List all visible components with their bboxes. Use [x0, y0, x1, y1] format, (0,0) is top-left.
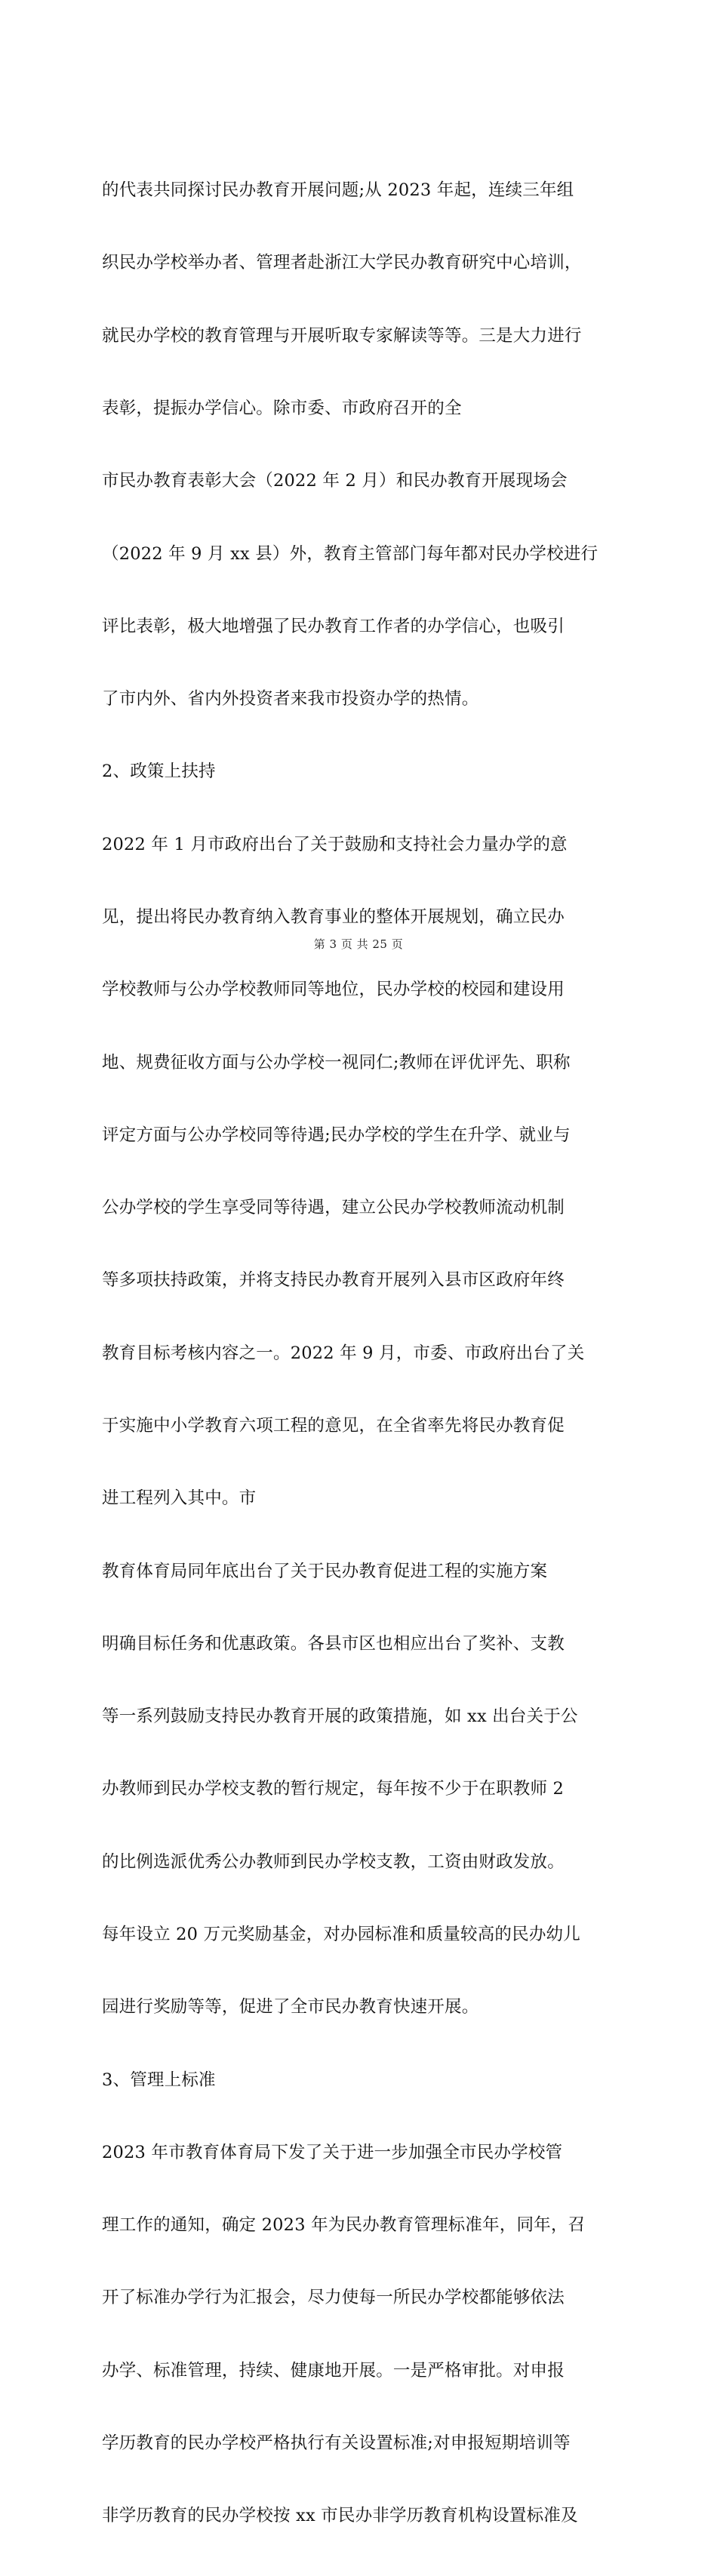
text-line: 2023 年市教育体育局下发了关于进一步加强全市民办学校管: [102, 2142, 563, 2162]
text-line: 办教师到民办学校支教的暂行规定，每年按不少于在职教师 2: [102, 1779, 565, 1799]
text-line: 学校教师与公办学校教师同等地位，民办学校的校园和建设用: [102, 980, 565, 1000]
text-line: 的比例选派优秀公办教师到民办学校支教，工资由财政发放。: [102, 1851, 565, 1872]
text-line: 就民办学校的教育管理与开展听取专家解读等等。三是大力进行: [102, 325, 582, 346]
text-line: 进工程列入其中。市: [102, 1488, 257, 1509]
text-line: 的代表共同探讨民办教育开展问题;从 2023 年起，连续三年组: [102, 180, 574, 201]
text-line: 见，提出将民办教育纳入教育事业的整体开展规划，确立民办: [102, 907, 565, 927]
text-line: 织民办学校举办者、管理者赴浙江大学民办教育研究中心培训，: [102, 253, 582, 273]
text-line: 学历教育的民办学校严格执行有关设置标准;对申报短期培训等: [102, 2433, 571, 2453]
text-line: 明确目标任务和优惠政策。各县市区也相应出台了奖补、支教: [102, 1633, 565, 1654]
document-body: [102, 130, 615, 2576]
text-line: 了市内外、省内外投资者来我市投资办学的热情。: [102, 689, 479, 709]
text-line: 办学、标准管理，持续、健康地开展。一是严格审批。对申报: [102, 2360, 565, 2381]
text-line: 开了标准办学行为汇报会，尽力使每一所民办学校都能够依法: [102, 2288, 565, 2308]
text-line: 地、规费征收方面与公办学校一视同仁;教师在评优评先、职称: [102, 1052, 571, 1073]
text-line: 理工作的通知，确定 2023 年为民办教育管理标准年，同年，召: [102, 2215, 586, 2236]
text-line: 等多项扶持政策，并将支持民办教育开展列入县市区政府年终: [102, 1270, 565, 1291]
text-line: 于实施中小学教育六项工程的意见，在全省率先将民办教育促: [102, 1415, 565, 1436]
text-line: 园进行奖励等等，促进了全市民办教育快速开展。: [102, 1997, 479, 2017]
text-line: 等一系列鼓励支持民办教育开展的政策措施，如 xx 出台关于公: [102, 1707, 578, 1727]
text-line: 表彰，提振办学信心。除市委、市政府召开的全: [102, 399, 462, 419]
text-line: 市民办教育表彰大会（2022 年 2 月）和民办教育开展现场会: [102, 471, 568, 491]
text-line: 每年设立 20 万元奖励基金，对办园标准和质量较高的民办幼儿: [102, 1924, 580, 1944]
section-heading: 3、管理上标准: [102, 2070, 216, 2090]
text-line: （2022 年 9 月 xx 县）外，教育主管部门每年都对民办学校进行: [102, 543, 599, 564]
text-line: 2022 年 1 月市政府出台了关于鼓励和支持社会力量办学的意: [102, 834, 568, 854]
text-line: 评比表彰，极大地增强了民办教育工作者的办学信心，也吸引: [102, 616, 565, 636]
page-number-footer: 第 3 页 共 25 页: [313, 937, 404, 951]
section-heading: 2、政策上扶持: [102, 762, 216, 782]
text-line: 评定方面与公办学校同等待遇;民办学校的学生在升学、就业与: [102, 1125, 571, 1145]
body-text: [102, 130, 615, 2576]
text-line: 教育体育局同年底出台了关于民办教育促进工程的实施方案: [102, 1561, 548, 1581]
text-line: 非学历教育的民办学校按 xx 市民办非学历教育机构设置标准及: [102, 2506, 578, 2526]
text-line: 公办学校的学生享受同等待遇，建立公民办学校教师流动机制: [102, 1198, 565, 1218]
text-line: 教育目标考核内容之一。2022 年 9 月，市委、市政府出台了关: [102, 1343, 585, 1363]
